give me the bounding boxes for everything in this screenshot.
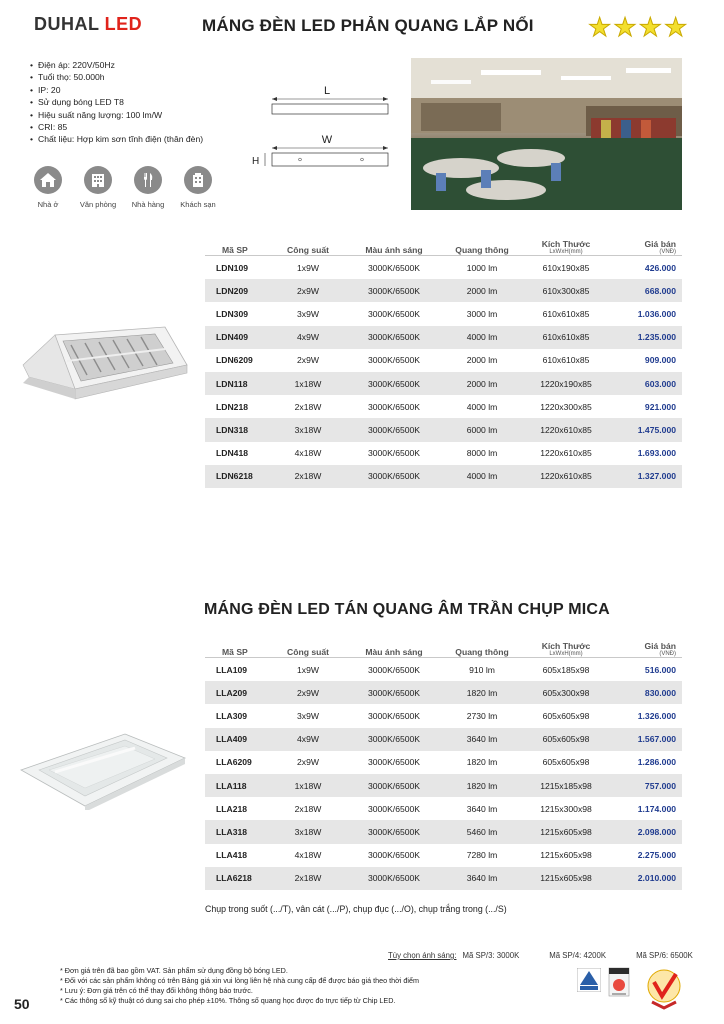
cell-flux: 1820 lm — [466, 687, 498, 698]
spec-item: • CRI: 85 — [30, 121, 203, 133]
table-row — [205, 728, 682, 751]
cell-price: 1.036.000 — [637, 308, 676, 319]
color-option: Mã SP/3: 3000K — [462, 951, 520, 960]
cell-size: 1215x185x98 — [540, 780, 592, 791]
cell-price: 2.275.000 — [637, 850, 676, 861]
cell-flux: 3640 lm — [466, 873, 498, 884]
cell-power: 2x18W — [294, 873, 322, 884]
cell-code: LDN409 — [216, 332, 248, 343]
table-header — [205, 634, 682, 658]
cell-flux: 4000 lm — [466, 401, 498, 412]
col-size — [525, 239, 607, 255]
cell-color: 3000K/6500K — [367, 471, 421, 482]
cell-price: 1.174.000 — [637, 803, 676, 814]
cell-price: 1.235.000 — [637, 332, 676, 343]
color-options-label: Tùy chọn ánh sáng: — [388, 951, 457, 960]
star-icon: ★ — [588, 12, 612, 42]
cell-power: 3x9W — [297, 308, 319, 319]
usage-label: Văn phòng — [79, 200, 117, 209]
cell-color: 3000K/6500K — [367, 850, 421, 861]
cell-code: LLA6209 — [216, 757, 252, 768]
table-row — [205, 256, 682, 279]
cell-color: 3000K/6500K — [367, 285, 421, 296]
cell-flux: 4000 lm — [466, 332, 498, 343]
cell-flux: 910 lm — [469, 664, 495, 675]
footnote: * Đơn giá trên đã bao gồm VAT. Sản phẩm sử dụng đồng bộ bóng LED. — [60, 966, 288, 975]
dimension-diagram — [252, 80, 402, 180]
table-row — [205, 302, 682, 325]
usage-house — [30, 166, 66, 209]
col-size-sub: LxWxH(mm) — [549, 249, 583, 255]
cell-price: 1.286.000 — [637, 757, 676, 768]
cell-code: LLA418 — [216, 850, 248, 861]
cell-size: 605x185x98 — [542, 664, 590, 675]
table-row — [205, 774, 682, 797]
cell-code: LLA309 — [216, 710, 248, 721]
cell-color: 3000K/6500K — [367, 355, 421, 366]
cell-size: 610x300x85 — [542, 285, 590, 296]
table-body — [205, 256, 682, 488]
usage-restaurant — [130, 166, 166, 209]
spec-item: • Tuổi thọ: 50.000h — [30, 71, 203, 83]
cell-color: 3000K/6500K — [367, 826, 421, 837]
cell-code: LDN6209 — [216, 355, 253, 366]
cell-flux: 2000 lm — [466, 355, 498, 366]
cell-code: LDN309 — [216, 308, 248, 319]
table-row — [205, 395, 682, 418]
cell-color: 3000K/6500K — [367, 424, 421, 435]
table-row — [205, 681, 682, 704]
table-row — [205, 704, 682, 727]
product-image-recessed-mica — [15, 728, 190, 810]
cell-price: 830.000 — [644, 687, 676, 698]
cell-power: 2x9W — [297, 687, 319, 698]
table-row — [205, 820, 682, 843]
col-size-label: Kích Thước — [541, 239, 591, 249]
cell-size: 610x610x85 — [542, 308, 590, 319]
price-table-surface — [205, 232, 682, 488]
cell-power: 2x9W — [297, 757, 319, 768]
color-option: Mã SP/4: 4200K — [549, 951, 607, 960]
cell-color: 3000K/6500K — [367, 757, 421, 768]
col-power: Công suất — [286, 245, 329, 255]
cell-flux: 6000 lm — [466, 424, 498, 435]
star-icon: ★ — [663, 12, 688, 42]
cell-price: 1.326.000 — [637, 710, 676, 721]
cell-power: 2x18W — [294, 401, 322, 412]
cell-price: 2.098.000 — [637, 826, 676, 837]
brand-accent: LED — [104, 14, 143, 34]
table-body — [205, 658, 682, 890]
cell-flux: 3000 lm — [466, 308, 498, 319]
iso-certification-icon — [607, 966, 631, 1002]
footnote: * Các thông số kỹ thuật có dung sai cho phép ±10%. Thông số quang học được đo trực tiếp từ Chip LED. — [60, 996, 396, 1005]
col-price-label: Giá bán — [644, 641, 676, 651]
cell-power: 1x9W — [297, 664, 319, 675]
cell-price: 2.010.000 — [637, 873, 676, 884]
cell-flux: 2000 lm — [466, 378, 498, 389]
cell-flux: 4000 lm — [466, 471, 498, 482]
cell-color: 3000K/6500K — [367, 332, 421, 343]
cell-price: 757.000 — [644, 780, 676, 791]
cell-flux: 1820 lm — [466, 780, 498, 791]
cell-price: 909.000 — [644, 355, 676, 366]
cell-color: 3000K/6500K — [367, 664, 421, 675]
col-price-label: Giá bán — [644, 239, 676, 249]
cell-price: 1.693.000 — [637, 448, 676, 459]
footnotes — [60, 966, 419, 1006]
cell-size: 610x610x85 — [542, 332, 590, 343]
col-size-sub: LxWxH(mm) — [549, 651, 583, 657]
cell-size: 605x605x98 — [542, 710, 590, 721]
cell-code: LLA118 — [216, 780, 247, 791]
cell-price: 1.475.000 — [637, 424, 676, 435]
col-size-label: Kích Thước — [541, 641, 591, 651]
col-power: Công suất — [286, 647, 329, 657]
usage-icons — [30, 166, 216, 209]
rating-stars — [588, 14, 687, 40]
cell-flux: 3640 lm — [466, 734, 498, 745]
cell-power: 1x18W — [294, 378, 322, 389]
product-image-surface-mounted — [15, 325, 190, 405]
table-row — [205, 326, 682, 349]
cell-power: 2x9W — [297, 285, 319, 296]
col-price — [607, 239, 682, 255]
cell-size: 1215x605x98 — [540, 873, 592, 884]
certification-mark-icon — [577, 968, 601, 992]
table-header — [205, 232, 682, 256]
fork-knife-icon — [134, 166, 162, 194]
hotel-icon — [184, 166, 212, 194]
cell-flux: 2000 lm — [466, 285, 498, 296]
footnote: * Lưu ý: Đơn giá trên có thể thay đổi không thông báo trước. — [60, 986, 253, 995]
col-code: Mã SP — [222, 647, 248, 657]
table-row — [205, 867, 682, 890]
spec-item: • Điện áp: 220V/50Hz — [30, 59, 203, 71]
cell-power: 4x18W — [294, 850, 322, 861]
spec-item: • IP: 20 — [30, 84, 203, 96]
cell-code: LDN218 — [216, 401, 248, 412]
cell-color: 3000K/6500K — [367, 780, 421, 791]
cell-flux: 8000 lm — [466, 448, 498, 459]
cell-code: LLA109 — [216, 664, 248, 675]
cell-price: 603.000 — [644, 378, 676, 389]
cell-power: 2x18W — [294, 471, 322, 482]
cell-power: 4x9W — [297, 332, 319, 343]
table-row — [205, 349, 682, 372]
cell-code: LLA209 — [216, 687, 248, 698]
col-price — [607, 641, 682, 657]
spec-item: • Chất liệu: Hợp kim sơn tĩnh điện (thân đèn) — [30, 133, 203, 145]
price-table-recessed — [205, 634, 682, 890]
usage-label: Nhà ở — [37, 200, 59, 209]
cell-power: 4x9W — [297, 734, 319, 745]
cell-flux: 1820 lm — [466, 757, 498, 768]
cell-power: 4x18W — [294, 448, 322, 459]
cell-size: 605x300x98 — [542, 687, 590, 698]
table-row — [205, 844, 682, 867]
cell-color: 3000K/6500K — [367, 710, 421, 721]
award-medal-icon — [644, 964, 684, 1012]
col-price-sub: (VNĐ) — [659, 651, 676, 657]
cell-color: 3000K/6500K — [367, 873, 421, 884]
spec-list — [30, 59, 203, 146]
cell-price: 516.000 — [644, 664, 676, 675]
cell-code: LDN109 — [216, 262, 248, 273]
col-code: Mã SP — [222, 245, 248, 255]
cell-power: 3x18W — [294, 424, 322, 435]
cell-code: LDN318 — [216, 424, 248, 435]
table-row — [205, 442, 682, 465]
office-building-icon — [84, 166, 112, 194]
col-flux: Quang thông — [455, 647, 509, 657]
cell-size: 605x605x98 — [542, 734, 590, 745]
cell-flux: 7280 lm — [466, 850, 498, 861]
cell-size: 1215x605x98 — [540, 850, 592, 861]
color-option: Mã SP/6: 6500K — [636, 951, 693, 960]
table-row — [205, 418, 682, 441]
application-photo — [411, 58, 682, 210]
dimension-label-l: L — [323, 85, 331, 97]
col-color: Màu ánh sáng — [365, 245, 423, 255]
cell-code: LLA409 — [216, 734, 248, 745]
house-icon — [34, 166, 62, 194]
cell-flux: 2730 lm — [466, 710, 498, 721]
col-price-sub: (VNĐ) — [659, 249, 676, 255]
cell-power: 1x18W — [294, 780, 322, 791]
color-options — [388, 951, 693, 960]
cell-price: 668.000 — [644, 285, 676, 296]
cell-flux: 5460 lm — [466, 826, 498, 837]
cell-color: 3000K/6500K — [367, 448, 421, 459]
star-icon: ★ — [638, 12, 662, 42]
spec-item: • Sử dụng bóng LED T8 — [30, 96, 203, 108]
cell-color: 3000K/6500K — [367, 262, 421, 273]
cell-code: LDN418 — [216, 448, 248, 459]
star-icon: ★ — [613, 12, 637, 42]
cell-code: LDN209 — [216, 285, 248, 296]
cell-price: 921.000 — [644, 401, 676, 412]
cell-color: 3000K/6500K — [367, 687, 421, 698]
cell-size: 605x605x98 — [542, 757, 590, 768]
cell-code: LLA218 — [216, 803, 248, 814]
cell-size: 1220x190x85 — [540, 378, 592, 389]
cell-power: 2x18W — [294, 803, 322, 814]
cell-color: 3000K/6500K — [367, 308, 421, 319]
cell-size: 610x190x85 — [542, 262, 590, 273]
cell-code: LDN118 — [216, 378, 248, 389]
dimension-label-w: W — [321, 134, 333, 146]
table-row — [205, 372, 682, 395]
cell-code: LLA6218 — [216, 873, 252, 884]
cell-color: 3000K/6500K — [367, 734, 421, 745]
cell-code: LLA318 — [216, 826, 248, 837]
cell-size: 1220x610x85 — [540, 471, 592, 482]
cell-price: 426.000 — [644, 262, 676, 273]
cell-color: 3000K/6500K — [367, 803, 421, 814]
dimension-label-h: H — [252, 156, 260, 167]
cell-code: LDN6218 — [216, 471, 253, 482]
cell-power: 3x9W — [297, 710, 319, 721]
footnote: * Đối với các sản phẩm không có trên Bảng giá xin vui lòng liên hệ nhà cung cấp để được báo giá theo thời điểm — [60, 976, 419, 985]
table-row — [205, 465, 682, 488]
cell-size: 1220x300x85 — [540, 401, 592, 412]
brand-main: DUHAL — [34, 14, 105, 34]
cell-power: 1x9W — [297, 262, 319, 273]
table-row — [205, 658, 682, 681]
spec-item: • Hiệu suất năng lượng: 100 lm/W — [30, 109, 203, 121]
cell-flux: 3640 lm — [466, 803, 498, 814]
section-title: MÁNG ĐÈN LED TÁN QUANG ÂM TRẦN CHỤP MICA — [204, 601, 610, 618]
brand-logo — [34, 14, 142, 35]
col-flux: Quang thông — [455, 245, 509, 255]
cell-power: 2x9W — [297, 355, 319, 366]
cell-flux: 1000 lm — [466, 262, 498, 273]
cell-size: 610x610x85 — [542, 355, 590, 366]
cell-size: 1215x300x98 — [540, 803, 592, 814]
col-color: Màu ánh sáng — [365, 647, 423, 657]
diffuser-note: Chụp trong suốt (.../T), vân cát (.../P), chụp đục (.../O), chụp trắng trong (.../S) — [205, 904, 507, 914]
cell-size: 1215x605x98 — [540, 826, 592, 837]
cell-power: 3x18W — [294, 826, 322, 837]
cell-color: 3000K/6500K — [367, 378, 421, 389]
usage-hotel — [180, 166, 216, 209]
cell-size: 1220x610x85 — [540, 448, 592, 459]
cell-price: 1.567.000 — [637, 734, 676, 745]
cell-size: 1220x610x85 — [540, 424, 592, 435]
usage-office — [80, 166, 116, 209]
cell-price: 1.327.000 — [637, 471, 676, 482]
page-number: 50 — [14, 996, 30, 1012]
page-title: MÁNG ĐÈN LED PHẢN QUANG LẮP NỔI — [202, 16, 534, 35]
usage-label: Khách sạn — [180, 200, 216, 209]
table-row — [205, 751, 682, 774]
table-row — [205, 797, 682, 820]
table-row — [205, 279, 682, 302]
cell-color: 3000K/6500K — [367, 401, 421, 412]
usage-label: Nhà hàng — [131, 200, 165, 209]
col-size — [525, 641, 607, 657]
